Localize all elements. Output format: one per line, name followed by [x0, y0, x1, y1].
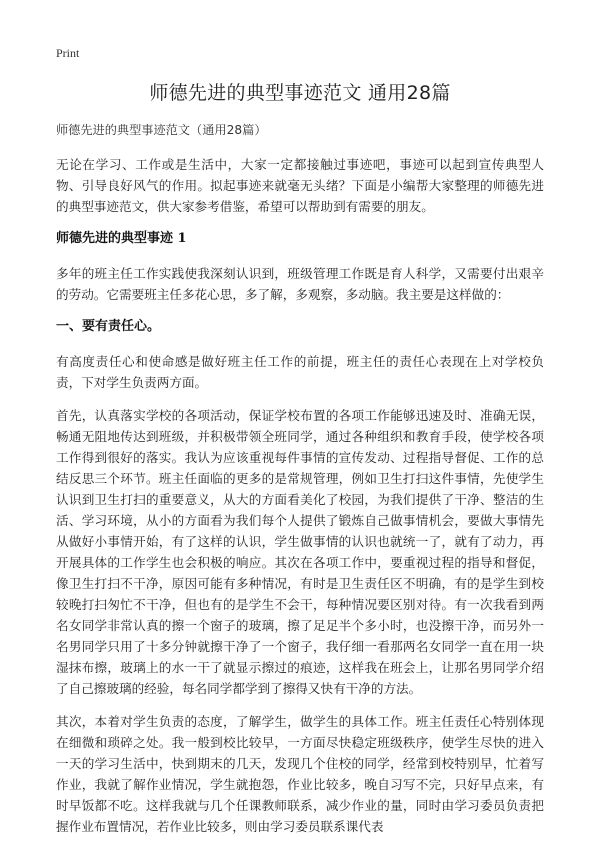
document-subtitle: 师德先进的典型事迹范文（通用28篇）: [56, 123, 267, 137]
page-title: 师德先进的典型事迹范文 通用28篇: [149, 82, 451, 104]
document-body: [56, 120, 544, 849]
body-paragraph: 多年的班主任工作实践使我深刻认识到，班级管理工作既是育人科学，又需要付出艰辛的劳动。它需要班主任多花心思，多了解，多观察，多动脑。我主要是这样做的：: [56, 266, 544, 302]
section-heading: 师德先进的典型事迹 1: [56, 231, 187, 246]
body-paragraph: 有高度责任心和使命感是做好班主任工作的前提，班主任的责任心表现在上对学校负责，下对学生负责两方面。: [56, 354, 544, 390]
intro-paragraph: 无论在学习、工作或是生活中，大家一定都接触过事迹吧，事迹可以起到宣传典型人物、引导良好风气的作用。拟起事迹来就毫无头绪？下面是小编帮大家整理的师德先进的典型事迹范文，供大家参考借鉴，希望可以帮助到有需要的朋友。: [56, 157, 544, 214]
print-label[interactable]: Print: [56, 46, 80, 60]
subsection-heading: 一、要有责任心。: [56, 319, 161, 334]
body-paragraph: 首先，认真落实学校的各项活动，保证学校布置的各项工作能够迅速及时、准确无误，畅通无阻地传达到班级，并积极带领全班同学，通过各种组织和教育手段，使学校各项工作得到很好的落实。我认为应该重视每件事情的宣传发动、过程指导督促、工作的总结反思三个环节。班主任面临的更多的是常规管理，例如卫生打扫这件事情，先使学生认识到卫生打扫的重要意义，从大的方面看美化了校园，为我们提供了干净、整洁的生活、学习环境，从小的方面看为我们每个人提供了锻炼自己做事情机会，要做大事情先从做好小事情开始，有了这样的认识，学生做事情的认识也就统一了，就有了动力，再开展具体的工作学生也会积极的响应。其次在各项工作中，要重视过程的指导和督促，像卫生打扫不干净，原因可能有多种情况，有时是卫生责任区不明确，有的是学生到校较晚打扫匆忙不干净，但也有的是学生不会干，每种情况要区别对待。有一次我看到两名女同学非常认真的擦一个窗子的玻璃，擦了足足半个多小时，也没擦干净，而另外一名男同学只用了十多分钟就擦干净了一个窗子，我仔细一看那两名女同学一直在用一块湿抹布擦，玻璃上的水一干了就显示擦过的痕迹，这样我在班会上，让那名男同学介绍了自己擦玻璃的经验，每名同学都学到了擦得又快有干净的方法。: [56, 408, 544, 696]
body-paragraph: 其次，本着对学生负责的态度，了解学生，做学生的具体工作。班主任责任心特别体现在细微和琐碎之处。我一般到校比较早，一方面尽快稳定班级秩序，使学生尽快的进入一天的学习生活中，快到期末的几天，发现几个住校的同学，经常到校特别早，忙着写作业，我就了解作业情况，学生就抱怨，作业比较多，晚自习写不完，只好早点来，有时早饭都不吃。这样我就与几个任课教师联系，减少作业的量，同时由学习委员负责把握作业布置情况，若作业比较多，则由学习委员联系课代表: [56, 714, 544, 834]
